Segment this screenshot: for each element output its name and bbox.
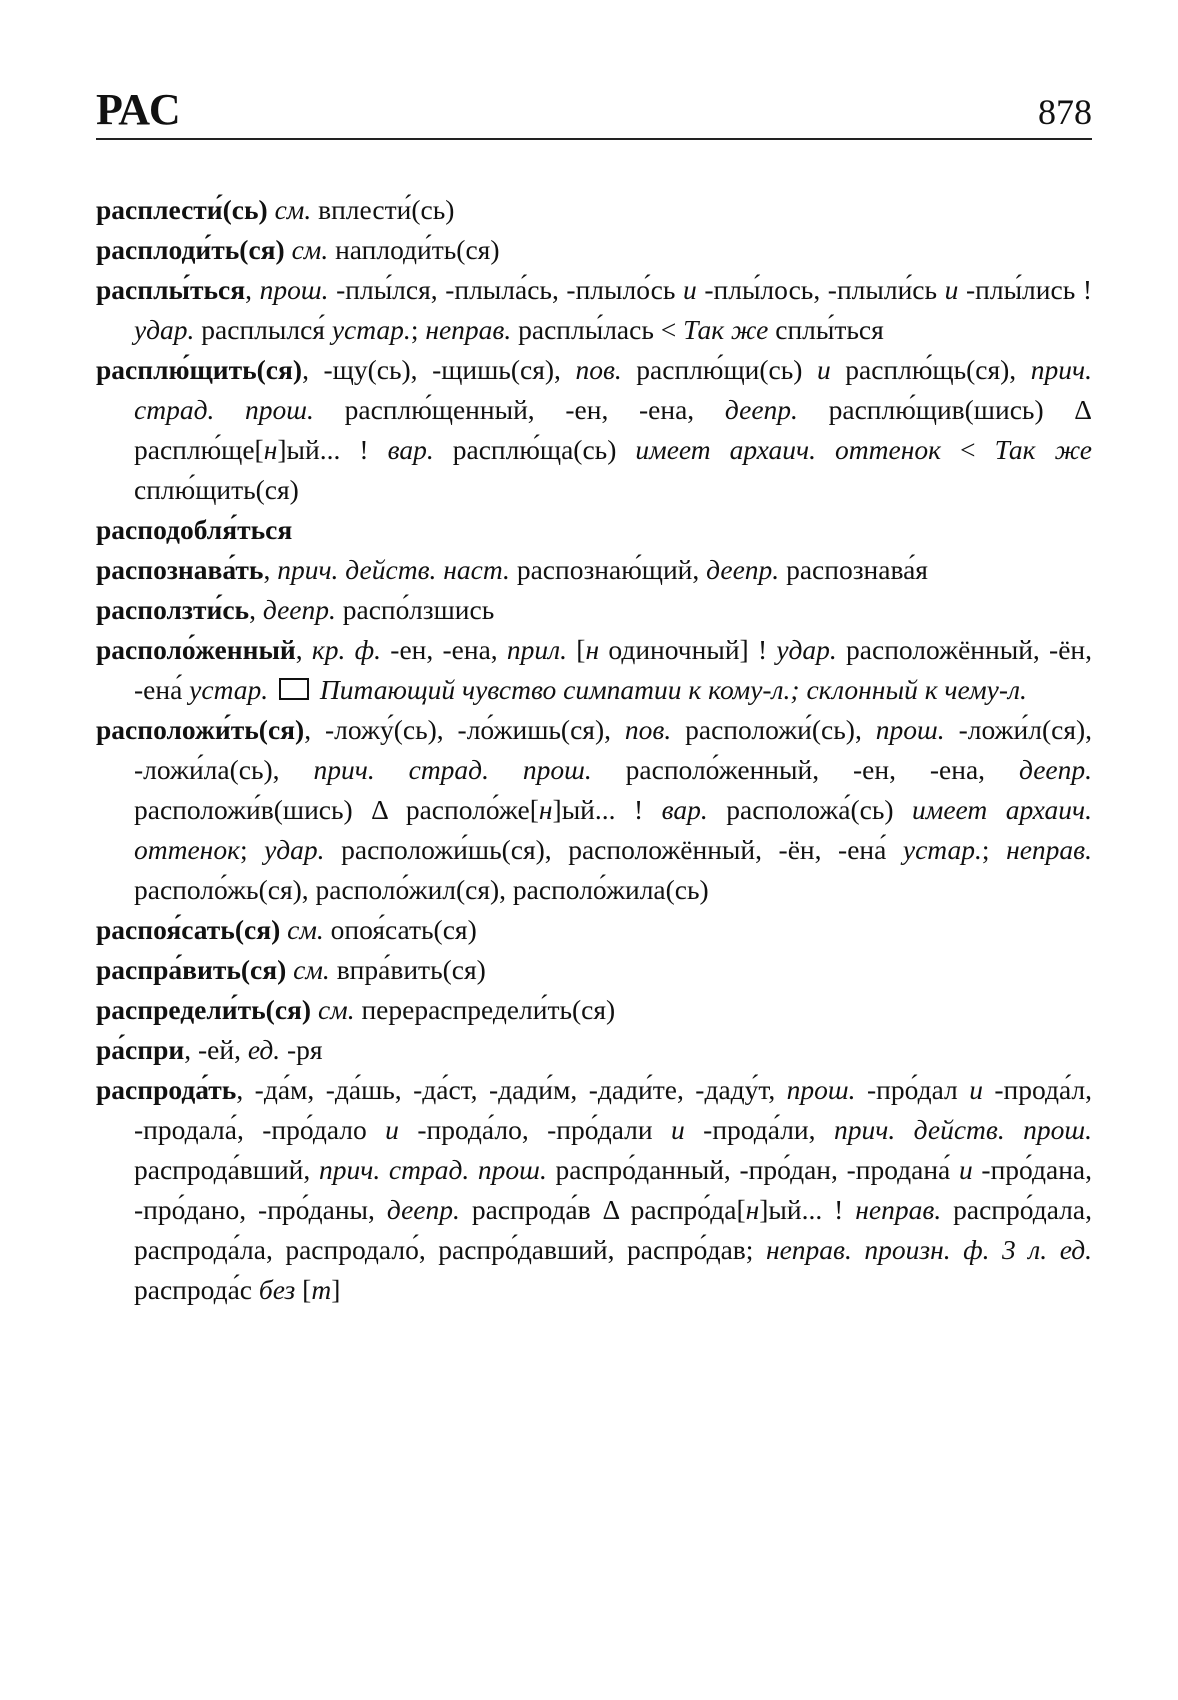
headword: распрода́ть: [96, 1074, 237, 1105]
entry-text: -ложи́л(ся), -ложи́ла(сь),: [134, 714, 1093, 785]
grammar-label: деепр.: [724, 394, 798, 425]
entry-text: сплю́щить(ся): [134, 474, 299, 505]
entry-text: расположа́(сь): [707, 794, 913, 825]
dictionary-page: [96, 80, 1092, 1310]
entry-text: ]ый... !: [759, 1194, 856, 1225]
entry-text: расположённый, -ён, -ена́: [134, 634, 1093, 705]
grammar-label: прош.: [875, 714, 945, 745]
grammar-label: пов.: [624, 714, 672, 745]
grammar-label: устар.: [189, 674, 269, 705]
grammar-label: вар.: [661, 794, 708, 825]
entry-text: распро́данный, -про́дан, -продана́: [546, 1154, 959, 1185]
headword: располо́женный: [96, 634, 296, 665]
dictionary-entry: [96, 950, 1092, 990]
grammar-label: неправ.: [855, 1194, 942, 1225]
grammar-label: н: [263, 434, 278, 465]
entry-text: [268, 194, 275, 225]
grammar-label: прил.: [506, 634, 568, 665]
entry-text: -плы́лся, -плыла́сь, -плыло́сь: [328, 274, 683, 305]
entry-text: , -щу(сь), -щишь(ся),: [302, 354, 576, 385]
entry-text: расположи́(сь),: [671, 714, 876, 745]
grammar-label: прич. действ. прош.: [833, 1114, 1092, 1145]
dictionary-entry: [96, 230, 1092, 270]
entry-text: , -да́м, -да́шь, -да́ст, -дади́м, -дади́те, -даду́т,: [236, 1074, 787, 1105]
entry-text: ,: [245, 274, 260, 305]
dictionary-entry: [96, 350, 1092, 510]
entry-text: , -ей,: [184, 1034, 248, 1065]
grammar-label: см.: [274, 194, 312, 225]
entry-text: перераспредели́ть(ся): [354, 994, 616, 1025]
entry-text: -прода́ли,: [684, 1114, 834, 1145]
entry-text: одиночный] !: [599, 634, 777, 665]
dictionary-entry: [96, 910, 1092, 950]
entry-text: распознаю́щий,: [509, 554, 707, 585]
entry-text: расплю́ща(сь): [433, 434, 636, 465]
grammar-label: ед.: [247, 1034, 281, 1065]
headword: расплы́ться: [96, 274, 246, 305]
grammar-label: устар.: [331, 314, 411, 345]
entry-text: распрода́с: [134, 1274, 259, 1305]
grammar-label: см.: [291, 234, 329, 265]
grammar-label: н: [538, 794, 553, 825]
grammar-label: неправ. произн. ф. 3 л. ед.: [765, 1234, 1092, 1265]
grammar-label: прош.: [786, 1074, 856, 1105]
entry-text: распознава́я: [779, 554, 928, 585]
meaning-box-icon: [279, 678, 309, 700]
grammar-label: и: [944, 274, 959, 305]
entry-text: распо́лзшись: [335, 594, 495, 625]
entry-text: <: [940, 434, 995, 465]
grammar-label: и: [969, 1074, 983, 1105]
grammar-label: и: [683, 274, 697, 305]
grammar-label: деепр.: [386, 1194, 460, 1225]
grammar-label: Питающий чувство симпатии к кому-л.; склонный к чему-л.: [319, 674, 1027, 705]
entry-text: расположи́в(шись) Δ располо́же[: [134, 794, 539, 825]
entry-text: располо́женный, -ен, -ена,: [591, 754, 1019, 785]
entry-text: ,: [263, 554, 278, 585]
headword: распра́вить(ся): [96, 954, 287, 985]
grammar-label: имеет архаич. оттенок: [635, 434, 941, 465]
entry-text: сплы́ться: [768, 314, 884, 345]
page-header: [96, 80, 1092, 140]
headword: распознава́ть: [96, 554, 264, 585]
dictionary-entry: [96, 630, 1092, 710]
headword: расплести́(сь): [96, 194, 268, 225]
grammar-label: неправ.: [1006, 834, 1092, 865]
grammar-label: без: [258, 1274, 296, 1305]
dictionary-entry: [96, 590, 1092, 630]
grammar-label: см.: [287, 914, 324, 945]
entry-text: вплести́(сь): [311, 194, 455, 225]
grammar-label: имеет архаич. оттенок: [134, 794, 1093, 865]
entry-text: расположи́шь(ся), расположённый, -ён, -ена́: [324, 834, 903, 865]
headword: ра́спри: [96, 1034, 185, 1065]
grammar-label: устар.: [902, 834, 982, 865]
entry-text: ,: [295, 634, 312, 665]
entry-text: расплылся́: [194, 314, 332, 345]
grammar-label: и: [385, 1114, 399, 1145]
entry-text: -ря: [280, 1034, 323, 1065]
grammar-label: и: [958, 1154, 973, 1185]
dictionary-entry: [96, 990, 1092, 1030]
entry-text: [: [295, 1274, 312, 1305]
entry-text: [: [567, 634, 586, 665]
entry-text: впра́вить(ся): [329, 954, 486, 985]
grammar-label: Так же: [994, 434, 1092, 465]
entry-text: расплю́щь(ся),: [830, 354, 1031, 385]
grammar-label: н: [585, 634, 600, 665]
entry-text: [285, 234, 292, 265]
entry-text: -плы́лось, -плыли́сь: [696, 274, 945, 305]
dictionary-entry: [96, 710, 1092, 910]
grammar-label: прич. действ. наст.: [277, 554, 510, 585]
grammar-label: см.: [317, 994, 355, 1025]
grammar-label: см.: [293, 954, 330, 985]
entry-text: -плы́лись !: [958, 274, 1092, 305]
grammar-label: и: [816, 354, 831, 385]
grammar-label: и: [671, 1114, 685, 1145]
entry-text: наплоди́ть(ся): [328, 234, 500, 265]
dictionary-entry: [96, 270, 1092, 350]
entry-text: опоя́сать(ся): [323, 914, 477, 945]
headword: распредели́ть(ся): [96, 994, 312, 1025]
grammar-label: неправ.: [425, 314, 512, 345]
entry-list: [96, 190, 1092, 1310]
entry-text: ]: [331, 1274, 341, 1305]
running-head: РАС: [96, 85, 182, 134]
entry-text: -про́дал: [855, 1074, 970, 1105]
grammar-label: прош.: [259, 274, 329, 305]
entry-text: -про́дана, -про́дано, -про́даны,: [134, 1154, 1092, 1225]
grammar-label: удар.: [134, 314, 195, 345]
entry-text: ]ый... !: [552, 794, 662, 825]
entry-text: расплю́щенный, -ен, -ена,: [313, 394, 725, 425]
grammar-label: удар.: [264, 834, 325, 865]
grammar-label: удар.: [776, 634, 837, 665]
entry-text: ]ый... !: [277, 434, 388, 465]
dictionary-entry: [96, 550, 1092, 590]
dictionary-entry: [96, 1070, 1092, 1310]
dictionary-entry: [96, 510, 1092, 550]
grammar-label: прич. страд. прош.: [134, 354, 1092, 425]
grammar-label: Так же: [683, 314, 769, 345]
entry-text: -ен, -ена,: [381, 634, 507, 665]
entry-text: , -ложу́(сь), -ло́жишь(ся),: [304, 714, 625, 745]
dictionary-entry: [96, 1030, 1092, 1070]
headword: распоя́сать(ся): [96, 914, 281, 945]
entry-text: [311, 994, 318, 1025]
grammar-label: деепр.: [262, 594, 336, 625]
entry-text: ;: [981, 834, 1007, 865]
entry-text: распро́дала, распрода́ла, распродало́, распро́давший, распро́дав;: [134, 1194, 1092, 1265]
entry-text: -прода́ло, -про́дали: [398, 1114, 672, 1145]
grammar-label: пов.: [575, 354, 622, 385]
grammar-label: прич. страд. прош.: [313, 754, 592, 785]
entry-text: распрода́в Δ распро́да[: [459, 1194, 746, 1225]
entry-text: расплю́щи(сь): [621, 354, 817, 385]
headword: расплю́щить(ся): [96, 354, 303, 385]
entry-text: распрода́вший,: [134, 1154, 319, 1185]
grammar-label: вар.: [387, 434, 434, 465]
headword: расподобля́ться: [96, 514, 293, 545]
entry-text: ;: [410, 314, 426, 345]
grammar-label: деепр.: [1018, 754, 1092, 785]
entry-text: расплю́щив(шись) Δ расплю́ще[: [134, 394, 1092, 465]
headword: расплоди́ть(ся): [96, 234, 285, 265]
entry-text: ,: [249, 594, 263, 625]
entry-text: ;: [239, 834, 265, 865]
grammar-label: н: [745, 1194, 760, 1225]
grammar-label: прич. страд. прош.: [318, 1154, 547, 1185]
page-number: 878: [1038, 92, 1092, 132]
dictionary-entry: [96, 190, 1092, 230]
entry-text: расплы́лась <: [511, 314, 684, 345]
headword: расползти́сь: [96, 594, 250, 625]
grammar-label: кр. ф.: [311, 634, 382, 665]
entry-text: располо́жь(ся), располо́жил(ся), располо́жила(сь): [134, 874, 709, 905]
entry-text: -прода́л, -продала́, -про́дало: [134, 1074, 1092, 1145]
headword: расположи́ть(ся): [96, 714, 305, 745]
grammar-label: т: [311, 1274, 332, 1305]
grammar-label: деепр.: [706, 554, 780, 585]
